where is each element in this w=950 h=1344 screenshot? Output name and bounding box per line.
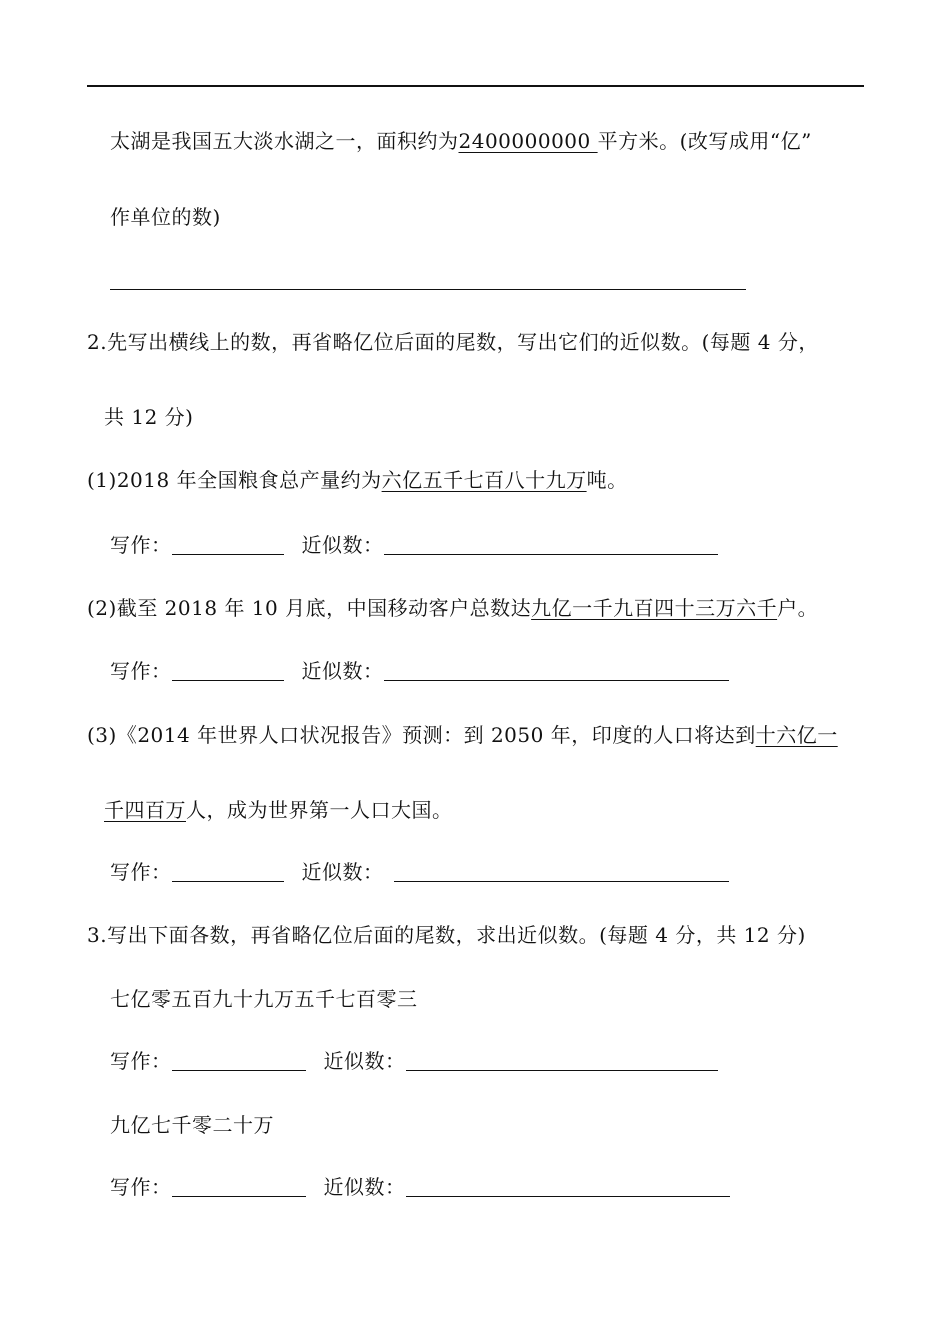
- approx-label: 近似数：: [301, 533, 384, 557]
- write-label: 写作：: [110, 659, 172, 683]
- approx-blank[interactable]: [384, 660, 729, 681]
- approx-blank[interactable]: [384, 534, 718, 555]
- q2-item-3: [87, 721, 838, 749]
- approx-blank[interactable]: [406, 1050, 718, 1071]
- q1-line-1: [110, 127, 812, 155]
- approx-blank[interactable]: [406, 1176, 730, 1197]
- q2-heading-line-2: 共 12 分): [104, 405, 194, 429]
- header-rule: [87, 85, 864, 87]
- q2-item-1-answer-row: [110, 531, 718, 559]
- write-blank[interactable]: [172, 534, 284, 555]
- approx-label: 近似数：: [301, 860, 384, 884]
- approx-blank[interactable]: [394, 861, 729, 882]
- q2-item-1-pre: (1)2018 年全国粮食总产量约为: [87, 468, 382, 492]
- q2-item-3-cont-underlined: 千四百万: [104, 798, 186, 822]
- write-label: 写作：: [110, 860, 172, 884]
- q3-item-2-answer-row: [110, 1173, 730, 1201]
- write-label: 写作：: [110, 1049, 172, 1073]
- q1-text-pre: 太湖是我国五大淡水湖之一，面积约为: [110, 129, 459, 153]
- q2-item-3-continued: [104, 796, 453, 824]
- q2-item-1-underlined: 六亿五千七百八十九万: [381, 468, 587, 492]
- q2-item-3-answer-row: [110, 858, 729, 886]
- q1-text-post: 平方米。(改写成用“亿”: [597, 129, 812, 153]
- q2-item-2-post: 户。: [777, 596, 819, 620]
- q1-underlined-number: 2400000000: [458, 129, 598, 153]
- q3-item-1-answer-row: [110, 1047, 718, 1075]
- q3-heading: 3.写出下面各数，再省略亿位后面的尾数，求出近似数。(每题 4 分，共 12 分): [87, 923, 806, 947]
- write-blank[interactable]: [172, 1176, 306, 1197]
- q3-item-1: 七亿零五百九十九万五千七百零三: [110, 987, 418, 1011]
- q2-item-1: [87, 466, 628, 494]
- q2-item-3-pre: (3)《2014 年世界人口状况报告》预测：到 2050 年，印度的人口将达到: [87, 723, 756, 747]
- q2-item-2-pre: (2)截至 2018 年 10 月底，中国移动客户总数达: [87, 596, 532, 620]
- q2-item-3-underlined: 十六亿一: [755, 723, 838, 747]
- q3-item-2: 九亿七千零二十万: [110, 1113, 274, 1137]
- q2-item-3-cont-post: 人，成为世界第一人口大国。: [186, 798, 453, 822]
- q2-item-2-answer-row: [110, 657, 729, 685]
- q2-item-2-underlined: 九亿一千九百四十三万六千: [531, 596, 778, 620]
- q2-item-1-post: 吨。: [586, 468, 628, 492]
- write-blank[interactable]: [172, 1050, 306, 1071]
- write-blank[interactable]: [172, 861, 284, 882]
- write-label: 写作：: [110, 1175, 172, 1199]
- approx-label: 近似数：: [301, 659, 384, 683]
- q1-line-2: 作单位的数): [110, 205, 221, 229]
- write-blank[interactable]: [172, 660, 284, 681]
- q1-answer-blank[interactable]: [110, 289, 746, 290]
- write-label: 写作：: [110, 533, 172, 557]
- q2-heading-line-1: 2.先写出横线上的数，再省略亿位后面的尾数，写出它们的近似数。(每题 4 分，: [87, 330, 819, 354]
- approx-label: 近似数：: [323, 1175, 406, 1199]
- approx-label: 近似数：: [323, 1049, 406, 1073]
- q2-item-2: [87, 594, 818, 622]
